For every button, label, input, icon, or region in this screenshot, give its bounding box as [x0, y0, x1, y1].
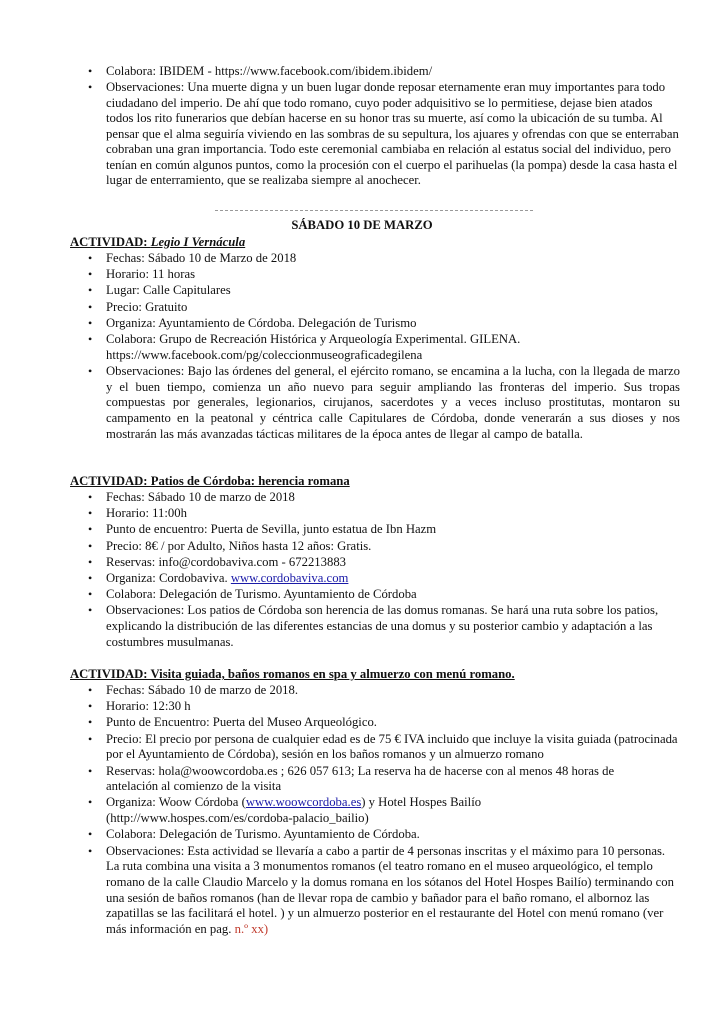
list-item: • Organiza: Ayuntamiento de Córdoba. Delegación de Turismo	[70, 316, 680, 332]
cordobaviva-link[interactable]: www.cordobaviva.com	[230, 571, 349, 586]
list-item: • Observaciones: Una muerte digna y un buen lugar donde reposar eternamente eran muy importantes para todo ciudadano del imperio. De ahí que todo romano, cuyo poder adquisitivo se lo permitiese, dejase bien atados todos los rito funerarios que debían hacerse en su honor tras su muerte, así como la ubicación de su tumba. Al pensar que el alma seguiría viviendo en las sombras de su sepultura, los ajuares y ofrendas con que se enterraban cobraban una gran importancia. Todo este ceremonial cambiaba en relación al estatus social del individuo, pero tenían en común algunos puntos, como la procesión con el cuerpo el parihuelas (la pompa) desde la casa hasta el lugar de enterramiento, que se realizaba siempre al anochecer.	[70, 80, 680, 189]
list-item: • Observaciones: Los patios de Córdoba son herencia de las domus romanas. Se hará una ruta sobre los patios, explicando la distribución de las diferentes estancias de una domus y su posterior cambio y adaptación a las costumbres musulmanas.	[70, 603, 680, 650]
top-list	[70, 64, 680, 189]
list-item: • Horario: 11 horas	[70, 267, 680, 283]
list-item: • Colabora: Delegación de Turismo. Ayuntamiento de Córdoba	[70, 587, 680, 603]
list-item: • Precio: Gratuito	[70, 300, 680, 316]
list-item: • Fechas: Sábado 10 de marzo de 2018	[70, 490, 680, 506]
list-item: • Horario: 12:30 h	[70, 699, 680, 715]
list-item: • Colabora: Grupo de Recreación Histórica y Arqueología Experimental. GILENA. https://www.facebook.com/pg/coleccionmuseograficadegilena	[70, 332, 680, 363]
section-date-title: SÁBADO 10 DE MARZO	[291, 218, 433, 232]
activity-title-patios: ACTIVIDAD: Patios de Córdoba: herencia romana	[70, 474, 350, 488]
list-item: • Reservas: hola@woowcordoba.es ; 626 057 613; La reserva ha de hacerse con al menos 48 horas de antelación al comienzo de la visita	[70, 764, 680, 795]
list-item: • Horario: 11:00h	[70, 506, 680, 522]
list-item: • Punto de Encuentro: Puerta del Museo Arqueológico.	[70, 715, 680, 731]
list-item: • Observaciones: Esta actividad se llevaría a cabo a partir de 4 personas inscritas y el máximo para 10 personas. La ruta combina una visita a 3 monumentos romanos (el teatro romano en el museo arqueológico, el templo romano de la calle Claudio Marcelo y la domus romana en los sótanos del Hotel Hospes Bailío) terminando con una sesión de baños romanos (han de llevar ropa de cambio y bañador para el baño romano, el albornoz las zapatillas se las facilitará el hotel. ) y un almuerzo posterior en el restaurante del Hotel con menú romano (ver más información en pag. n.º xx)	[70, 844, 680, 938]
list-item: • Precio: 8€ / por Adulto, Niños hasta 12 años: Gratis.	[70, 539, 680, 555]
list-item: • Lugar: Calle Capitulares	[70, 283, 680, 299]
list-item: • Reservas: info@cordobaviva.com - 672213883	[70, 555, 680, 571]
list-item: • Punto de encuentro: Puerta de Sevilla, junto estatua de Ibn Hazm	[70, 522, 680, 538]
page-reference: n.º xx)	[234, 922, 269, 937]
woowcordoba-link[interactable]: www.woowcordoba.es	[245, 795, 362, 810]
list-item: • Organiza: Woow Córdoba (www.woowcordoba.es) y Hotel Hospes Bailío (http://www.hospes.com/es/cordoba-palacio_bailio)	[70, 795, 680, 826]
list-item: • Fechas: Sábado 10 de marzo de 2018.	[70, 683, 680, 699]
activity-name: Legio I Vernácula	[150, 235, 246, 249]
activity-patios-details	[70, 490, 680, 651]
list-item: • Fechas: Sábado 10 de Marzo de 2018	[70, 251, 680, 267]
list-item: • Precio: El precio por persona de cualquier edad es de 75 € IVA incluido que incluye la visita guiada (patrocinada por el Ayuntamiento de Córdoba), sesión en los baños romanos y un almuerzo romano	[70, 732, 680, 763]
activity-title-visita: ACTIVIDAD: Visita guiada, baños romanos en spa y almuerzo con menú romano.	[70, 667, 515, 681]
activity-title-legio: ACTIVIDAD: Legio I Vernácula	[70, 235, 246, 249]
list-item: • Colabora: Delegación de Turismo. Ayuntamiento de Córdoba.	[70, 827, 680, 843]
activity-visita-details	[70, 683, 680, 938]
activity-legio-details	[70, 251, 680, 443]
section-divider	[215, 210, 533, 211]
list-item: • Colabora: IBIDEM - https://www.facebook.com/ibidem.ibidem/	[70, 64, 680, 80]
list-item: • Organiza: Cordobaviva. www.cordobaviva.com	[70, 571, 680, 587]
list-item: • Observaciones: Bajo las órdenes del general, el ejército romano, se encamina a la lucha, con la llegada de marzo y el buen tiempo, comienza un año nuevo para seguir ampliando las fronteras del imperio. Sus tropas compuestas por generales, legionarios, cirujanos, sacerdotes y a veces incluso prostitutas, montaron su campamento en la peatonal y céntrica calle Capitulares de Córdoba, donde venerarán a sus dioses y nos mostrarán las más avanzadas tácticas militares de la época antes de llegar al campo de batalla.	[70, 364, 680, 443]
